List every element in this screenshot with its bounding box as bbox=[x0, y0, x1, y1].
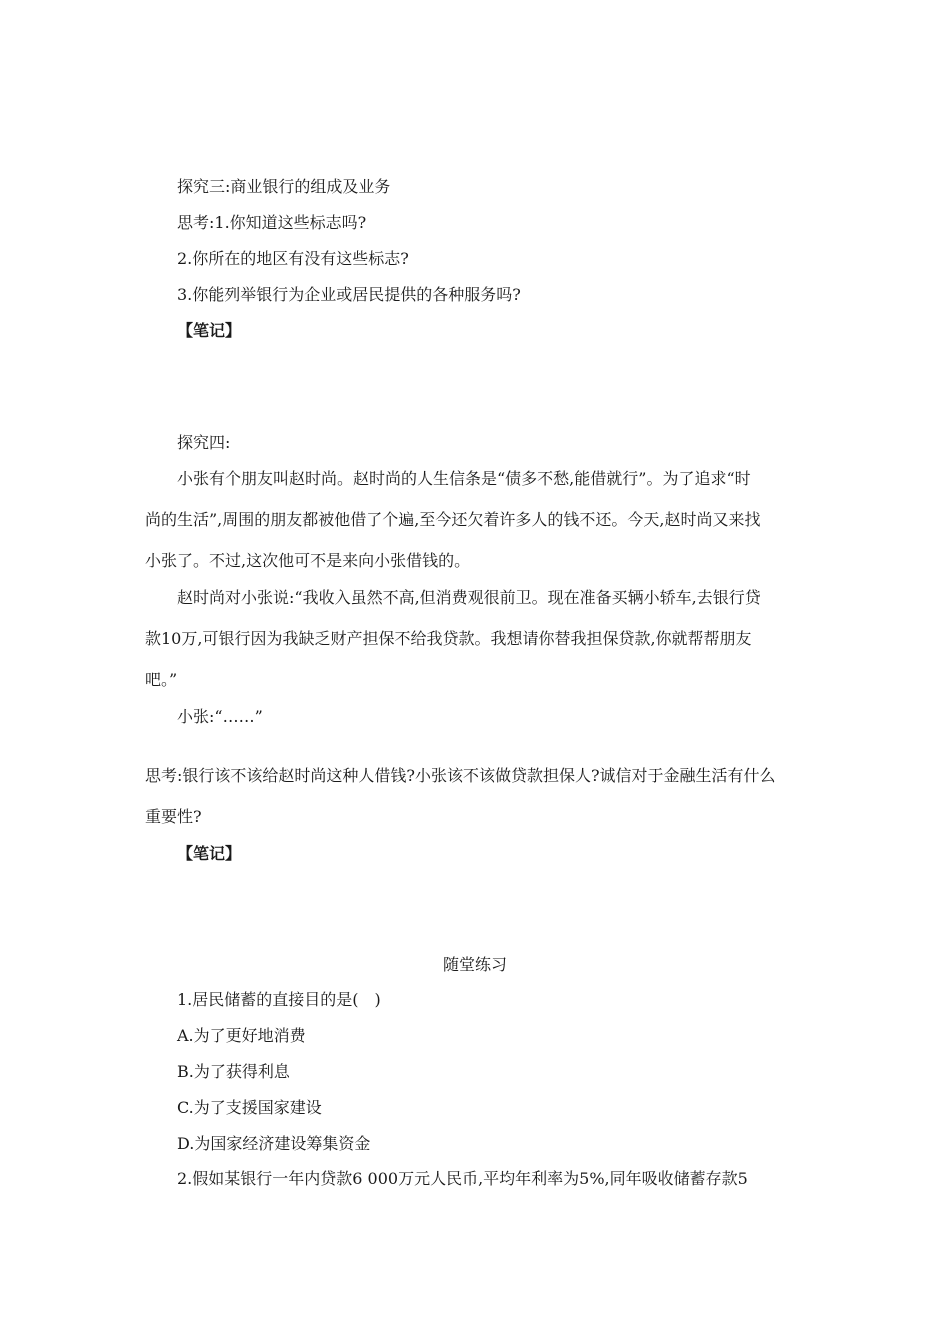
practice-question-1-option-b: B.为了获得利息 bbox=[177, 1062, 290, 1081]
story-paragraph-1-line-2: 尚的生活”,周围的朋友都被他借了个遍,至今还欠着许多人的钱不还。今天,赵时尚又来找 bbox=[145, 510, 761, 529]
story-paragraph-3: 小张:“……” bbox=[177, 707, 263, 726]
story-paragraph-2-line-2: 款10万,可银行因为我缺乏财产担保不给我贷款。我想请你替我担保贷款,你就帮帮朋友 bbox=[145, 629, 752, 648]
practice-question-1-option-a: A.为了更好地消费 bbox=[177, 1026, 306, 1045]
story-paragraph-2-line-1: 赵时尚对小张说:“我收入虽然不高,但消费观很前卫。现在准备买辆小轿车,去银行贷 bbox=[177, 588, 761, 607]
story-paragraph-2-line-3: 吧。” bbox=[145, 670, 178, 689]
section-4-think-line-1: 思考:银行该不该给赵时尚这种人借钱?小张该不该做贷款担保人?诚信对于金融生活有什么 bbox=[145, 766, 776, 785]
section-3-notes-label: 【笔记】 bbox=[177, 321, 242, 340]
practice-question-1: 1.居民储蓄的直接目的是( ) bbox=[177, 990, 381, 1009]
practice-title: 随堂练习 bbox=[442, 955, 507, 974]
practice-question-2: 2.假如某银行一年内贷款6 000万元人民币,平均年利率为5%,同年吸收储蓄存款5 bbox=[177, 1169, 748, 1188]
section-4-notes-label: 【笔记】 bbox=[177, 844, 242, 863]
section-3-question-1: 思考:1.你知道这些标志吗? bbox=[177, 213, 367, 232]
section-4-think-line-2: 重要性? bbox=[145, 807, 202, 826]
section-4-heading: 探究四: bbox=[177, 433, 231, 452]
section-3-question-3: 3.你能列举银行为企业或居民提供的各种服务吗? bbox=[177, 285, 521, 304]
practice-question-1-option-d: D.为国家经济建设筹集资金 bbox=[177, 1134, 371, 1153]
section-3-heading: 探究三:商业银行的组成及业务 bbox=[177, 177, 391, 196]
story-paragraph-1-line-1: 小张有个朋友叫赵时尚。赵时尚的人生信条是“债多不愁,能借就行”。为了追求“时 bbox=[177, 469, 751, 488]
practice-question-1-option-c: C.为了支援国家建设 bbox=[177, 1098, 322, 1117]
section-3-question-2: 2.你所在的地区有没有这些标志? bbox=[177, 249, 409, 268]
story-paragraph-1-line-3: 小张了。不过,这次他可不是来向小张借钱的。 bbox=[145, 551, 471, 570]
